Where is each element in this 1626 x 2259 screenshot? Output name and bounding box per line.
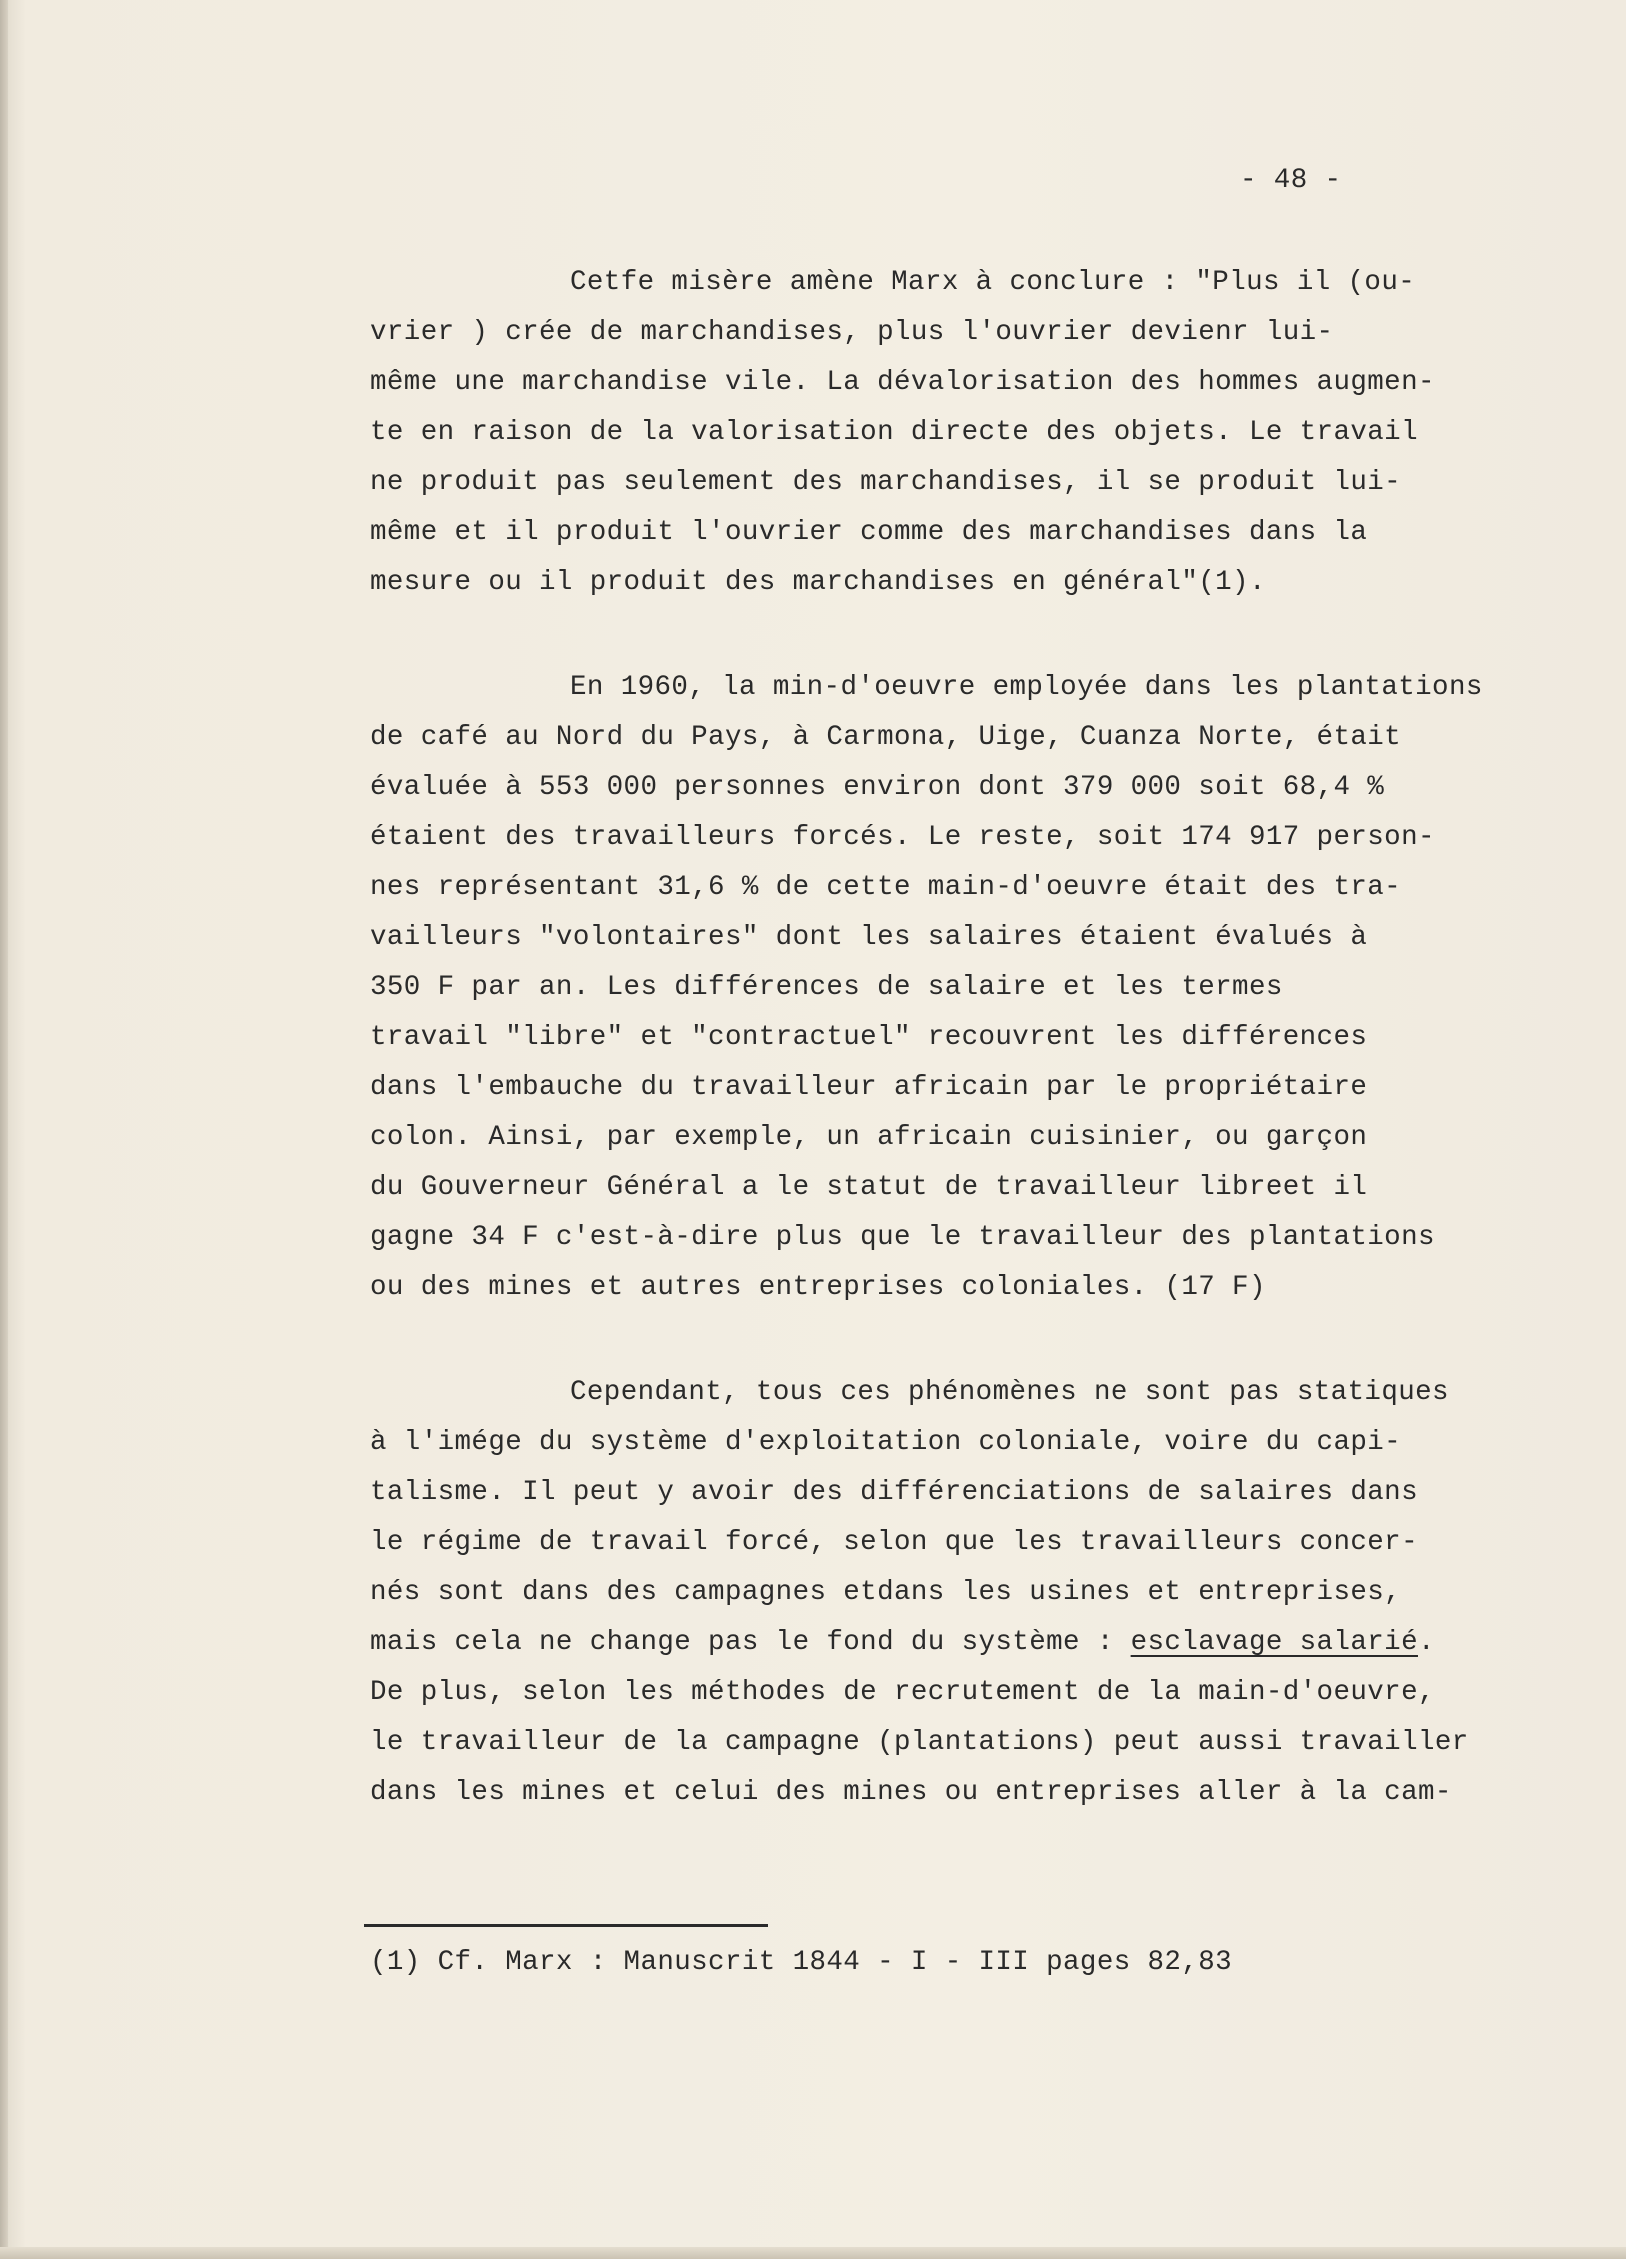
line-text-after: . [1417,1627,1435,1658]
page-bottom-edge [0,2247,1626,2259]
paragraph-line: vrier ) crée de marchandises, plus l'ouvrier devienr lui- [370,317,1334,348]
paragraph-line: le travailleur de la campagne (plantations) peut aussi travailler [370,1727,1469,1758]
paragraph-line: du Gouverneur Général a le statut de travailleur libreet il [370,1172,1368,1203]
paragraph-line: de café au Nord du Pays, à Carmona, Uige, Cuanza Norte, était [370,722,1402,753]
paragraph-line: ne produit pas seulement des marchandises, il se produit lui- [370,467,1402,498]
footnote-separator [364,1924,768,1927]
paragraph-line: gagne 34 F c'est-à-dire plus que le travailleur des plantations [370,1222,1435,1253]
paragraph-line: En 1960, la min-d'oeuvre employée dans les plantations [570,672,1483,703]
paragraph-1 [370,258,1520,608]
paragraph-line: dans les mines et celui des mines ou entreprises aller à la cam- [370,1777,1452,1808]
paragraph-line: même et il produit l'ouvrier comme des marchandises dans la [370,517,1368,548]
page-binding-edge [0,0,8,2259]
paragraph-line: te en raison de la valorisation directe des objets. Le travail [370,417,1418,448]
paragraph-line: étaient des travailleurs forcés. Le reste, soit 174 917 person- [370,822,1435,853]
paragraph-2 [370,663,1520,1313]
paragraph-line: colon. Ainsi, par exemple, un africain cuisinier, ou garçon [370,1122,1368,1153]
line-text-before: mais cela ne change pas le fond du système : [370,1627,1131,1658]
paragraph-line: Cependant, tous ces phénomènes ne sont pas statiques [570,1377,1449,1408]
paragraph-3 [370,1368,1520,1818]
page-number: - 48 - [1240,165,1342,196]
paragraph-line: vailleurs "volontaires" dont les salaires étaient évalués à [370,922,1368,953]
paragraph-line-underlined [370,1618,1520,1668]
paragraph-line: De plus, selon les méthodes de recrutement de la main-d'oeuvre, [370,1677,1435,1708]
paragraph-line: 350 F par an. Les différences de salaire et les termes [370,972,1283,1003]
paragraph-line: travail "libre" et "contractuel" recouvrent les différences [370,1022,1368,1053]
paragraph-line: talisme. Il peut y avoir des différenciations de salaires dans [370,1477,1418,1508]
paragraph-line: même une marchandise vile. La dévalorisation des hommes augmen- [370,367,1435,398]
paragraph-line: le régime de travail forcé, selon que les travailleurs concer- [370,1527,1418,1558]
paragraph-line: nés sont dans des campagnes etdans les usines et entreprises, [370,1577,1402,1608]
paragraph-line: Cetfe misère amène Marx à conclure : "Plus il (ou- [570,267,1416,298]
paragraph-line: ou des mines et autres entreprises coloniales. (17 F) [370,1272,1266,1303]
paragraph-line: dans l'embauche du travailleur africain par le propriétaire [370,1072,1368,1103]
paragraph-line: évaluée à 553 000 personnes environ dont 379 000 soit 68,4 % [370,772,1385,803]
footnote: (1) Cf. Marx : Manuscrit 1844 - I - III pages 82,83 [370,1947,1233,1978]
paragraph-line: nes représentant 31,6 % de cette main-d'oeuvre était des tra- [370,872,1402,903]
underlined-phrase: esclavage salarié [1130,1627,1418,1658]
paragraph-line: mesure ou il produit des marchandises en général"(1). [370,567,1266,598]
paragraph-line: à l'imége du système d'exploitation coloniale, voire du capi- [370,1427,1402,1458]
